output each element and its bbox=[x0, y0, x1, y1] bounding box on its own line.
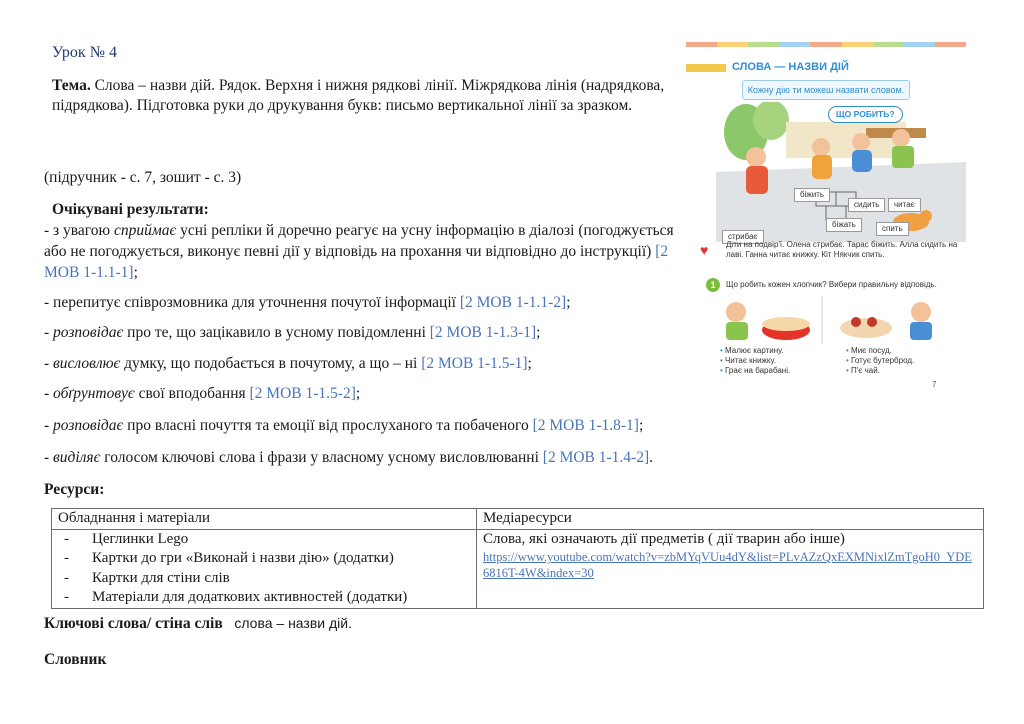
list-item: - Картки для стіни слів bbox=[64, 569, 230, 586]
column-header: Медіаресурси bbox=[477, 509, 984, 530]
item-prefix: - bbox=[44, 355, 54, 372]
item-text: свої вподобання bbox=[134, 385, 250, 402]
action-tag: стрибає bbox=[722, 230, 764, 244]
action-tag: біжать bbox=[826, 218, 862, 232]
question-bubble: ЩО РОБИТЬ? bbox=[828, 106, 903, 123]
expected-item bbox=[44, 323, 540, 343]
action-tag: сидить bbox=[848, 198, 885, 212]
curriculum-code: [2 МОВ 1-1.1-2] bbox=[459, 294, 567, 311]
item-end: ; bbox=[638, 417, 644, 434]
item-end: ; bbox=[133, 264, 138, 281]
item-text: думку, що подобається в почутому, а що – ні bbox=[120, 355, 422, 372]
textbook-heading: СЛОВА — НАЗВИ ДІЙ bbox=[732, 61, 849, 73]
item-verb: розповідає bbox=[53, 324, 124, 341]
option-item: • П'є чай. bbox=[846, 366, 914, 376]
option-item: • Готує бутерброд. bbox=[846, 356, 914, 366]
textbook-hint: Кожну дію ти можеш назвати словом. bbox=[742, 80, 910, 100]
textbook-task: Що робить кожен хлопчик? Вибери правильну відповідь. bbox=[726, 280, 937, 289]
item-verb: сприймає bbox=[113, 222, 177, 239]
item-verb: виділяє bbox=[53, 449, 101, 466]
decorative-stripe bbox=[686, 42, 966, 47]
option-item: • Миє посуд. bbox=[846, 346, 914, 356]
item-prefix: - bbox=[44, 294, 54, 311]
material-label: Матеріали для додаткових активностей (додатки) bbox=[92, 589, 408, 605]
expected-item bbox=[44, 293, 571, 313]
expected-item bbox=[44, 448, 653, 468]
resources-heading: Ресурси: bbox=[44, 481, 105, 498]
curriculum-code: [2 МОВ 1-1.1-1] bbox=[44, 243, 669, 281]
expected-item bbox=[44, 384, 360, 404]
media-description: Слова, які означають дії предметів ( дії тварин або інше) bbox=[483, 530, 845, 547]
item-text: про те, що зацікавило в усному повідомленні bbox=[123, 324, 430, 341]
option-item: • Читає книжку. bbox=[720, 356, 790, 366]
references: (підручник - с. 7, зошит - с. 3) bbox=[44, 169, 242, 186]
item-text: про власні почуття та емоції від прослуханого та побаченого bbox=[123, 417, 533, 434]
item-text: усні репліки й доречно реагує на усну інформацію в діалозі (погоджується або не погоджується, виконує певні дії у відповідь на прохання чи відповідно до інструкції) bbox=[44, 222, 674, 260]
materials-list bbox=[58, 530, 470, 608]
curriculum-code: [2 МОВ 1-1.3-1] bbox=[429, 324, 537, 341]
expected-item bbox=[44, 354, 532, 374]
options-left bbox=[720, 346, 790, 376]
media-cell bbox=[477, 529, 984, 608]
table-row bbox=[52, 529, 984, 608]
item-end: ; bbox=[527, 355, 532, 372]
option-item: • Грає на барабані. bbox=[720, 366, 790, 376]
keywords-line bbox=[44, 614, 352, 634]
boys-drawing bbox=[716, 296, 966, 344]
material-label: Картки для стіни слів bbox=[92, 569, 230, 586]
item-end: ; bbox=[536, 324, 541, 341]
action-tag: спить bbox=[876, 222, 909, 236]
item-prefix: - bbox=[44, 385, 54, 402]
lesson-title: Урок № 4 bbox=[52, 44, 117, 61]
dictionary-heading: Словник bbox=[44, 651, 107, 668]
resources-table bbox=[51, 508, 984, 609]
item-end: ; bbox=[355, 385, 361, 402]
heading-bar bbox=[686, 64, 726, 72]
topic-label: Тема. bbox=[52, 77, 91, 94]
item-prefix: - bbox=[44, 449, 54, 466]
item-prefix: - bbox=[44, 417, 54, 434]
keywords-label: Ключові слова/ стіна слів bbox=[44, 615, 223, 632]
item-end: . bbox=[649, 449, 653, 466]
item-prefix: - з увагою bbox=[44, 222, 114, 239]
action-tag: читає bbox=[888, 198, 921, 212]
expected-results-heading: Очікувані результати: bbox=[52, 201, 209, 218]
item-verb: розповідає bbox=[53, 417, 124, 434]
curriculum-code: [2 МОВ 1-1.5-2] bbox=[249, 385, 356, 402]
item-verb: обґрунтовує bbox=[53, 385, 135, 402]
list-item: - Картки до гри «Виконай і назви дію» (додатки) bbox=[64, 550, 394, 566]
materials-cell bbox=[52, 529, 477, 608]
topic-text: Слова – назви дій. Рядок. Верхня і нижня рядкові лінії. Міжрядкова лінія (надрядкова, підрядкова). Підготовка руки до друкування букв: письмо вертикальної лінії за зразком. bbox=[52, 77, 665, 114]
topic-paragraph bbox=[52, 76, 682, 116]
action-tag: біжить bbox=[794, 188, 830, 202]
list-item: - Матеріали для додаткових активностей (додатки) bbox=[64, 589, 408, 605]
textbook-page-image bbox=[686, 42, 966, 397]
textbook-story: Діти на подвір'ї. Олена стрибає. Тарас біжить. Алла сидить на лаві. Ганна читає книжку. Кіт Някчик спить. bbox=[726, 240, 958, 259]
curriculum-code: [2 МОВ 1-1.4-2] bbox=[542, 449, 650, 466]
curriculum-code: [2 МОВ 1-1.8-1] bbox=[532, 417, 639, 434]
column-header: Обладнання і матеріали bbox=[52, 509, 477, 530]
item-text: голосом ключові слова і фрази у власному усному висловлюванні bbox=[100, 449, 543, 466]
media-link[interactable]: https://www.youtube.com/watch?v=zbMYqVUu4dY&list=PLvAZzQxEXMNixlZmTgoH0_YDE6816T-4W&index=30 bbox=[483, 550, 972, 580]
page-number: 7 bbox=[932, 380, 937, 389]
expected-item bbox=[44, 220, 684, 283]
options-right bbox=[846, 346, 914, 376]
heart-icon: ♥ bbox=[700, 242, 709, 258]
keywords-value: слова – назви дій. bbox=[234, 615, 352, 631]
material-label: Картки до гри «Виконай і назви дію» (додатки) bbox=[92, 550, 394, 566]
item-end: ; bbox=[566, 294, 571, 311]
material-label: Цеглинки Lego bbox=[92, 530, 189, 547]
table-header-row bbox=[52, 509, 984, 530]
task-number-badge: 1 bbox=[706, 278, 720, 292]
item-text: перепитує співрозмовника для уточнення почутої інформації bbox=[53, 294, 460, 311]
item-verb: висловлює bbox=[53, 355, 121, 372]
curriculum-code: [2 МОВ 1-1.5-1] bbox=[421, 355, 528, 372]
item-prefix: - bbox=[44, 324, 54, 341]
expected-item bbox=[44, 416, 643, 436]
task-illustration bbox=[716, 296, 966, 344]
list-item: - Цеглинки Lego bbox=[64, 530, 189, 547]
option-item: • Малює картину. bbox=[720, 346, 790, 356]
